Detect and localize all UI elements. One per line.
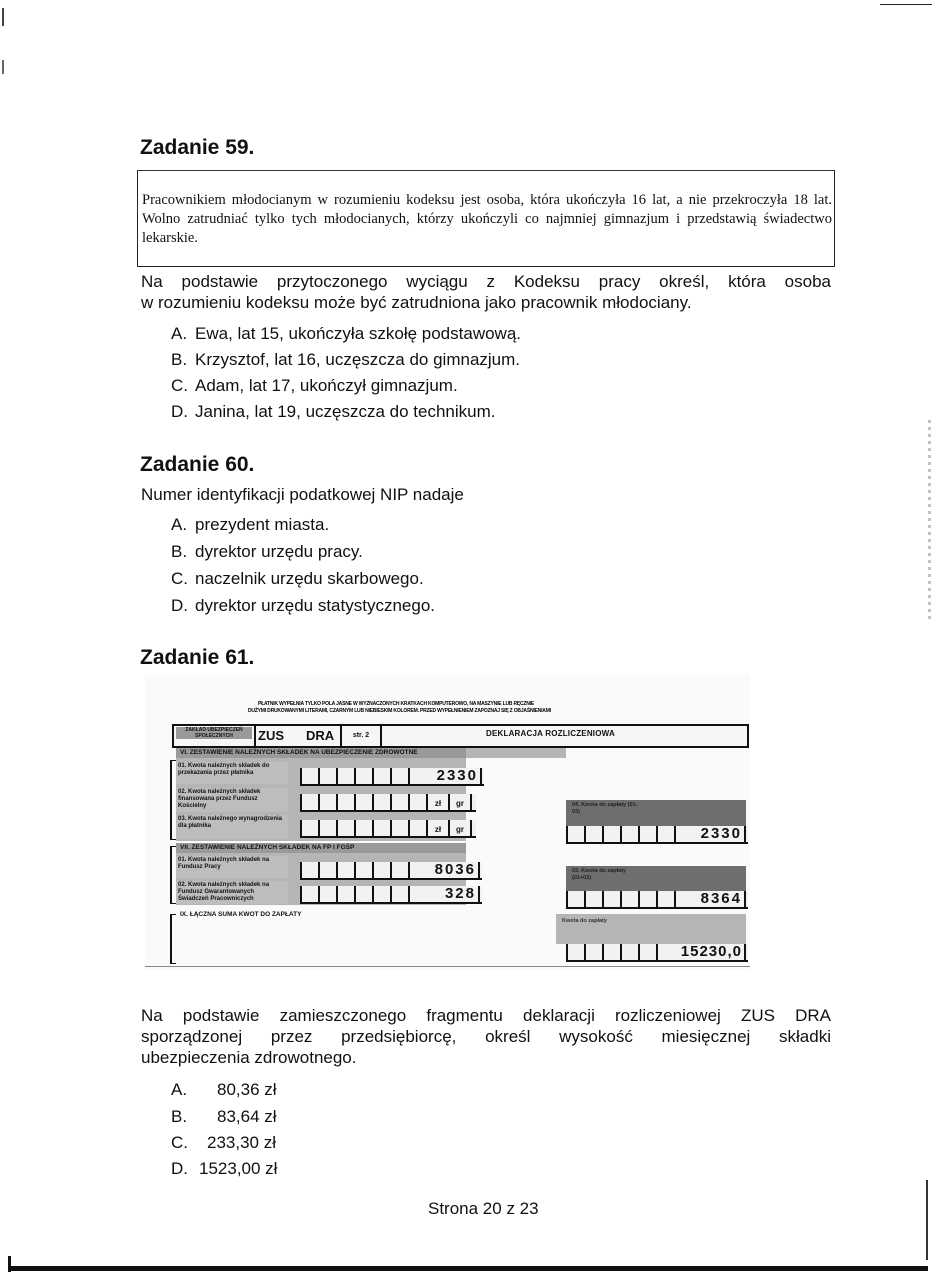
- scan-artifact-right-edge: [926, 1180, 928, 1260]
- task-61-option-a: [171, 1080, 277, 1100]
- option-text: Adam, lat 17, ukończył gimnazjum.: [195, 376, 458, 395]
- option-text: prezydent miasta.: [195, 515, 330, 534]
- option-text: dyrektor urzędu statystycznego.: [195, 596, 436, 615]
- form-header-page: str. 2: [340, 726, 382, 746]
- form-digit-field-vi-01: [300, 768, 484, 786]
- digit-cell: [744, 944, 748, 960]
- digit-cell: [602, 826, 620, 842]
- digit-value: 8036: [408, 862, 478, 878]
- zl-gr-cell: [426, 820, 448, 836]
- digit-cell: [566, 826, 584, 842]
- digit-cell: [566, 891, 584, 907]
- option-text: naczelnik urzędu skarbowego.: [195, 569, 424, 588]
- digit-cell: [300, 862, 318, 878]
- option-text: 233,30 zł: [207, 1133, 276, 1152]
- scan-artifact-left-mark: [2, 8, 4, 26]
- digit-cell: [318, 886, 336, 902]
- digit-cell: [390, 820, 408, 836]
- task-61-option-c: [171, 1133, 276, 1153]
- task-61-option-b: [171, 1107, 277, 1127]
- task-61-question-line: ubezpieczenia zdrowotnego.: [141, 1048, 357, 1067]
- digit-cell: [300, 768, 318, 784]
- form-sum-field-vii: [566, 891, 748, 909]
- form-header-title: DEKLARACJA ROZLICZENIOWA: [486, 729, 615, 738]
- task-59-question-line: w rozumieniu kodeksu może być zatrudniona jako pracownik młodociany.: [141, 293, 692, 312]
- form-sum-field-ix: [566, 944, 748, 962]
- form-bottom-rule: [145, 966, 750, 967]
- digit-cell: [336, 820, 354, 836]
- task-60-option-a: [171, 515, 329, 535]
- digit-value: 15230,0: [656, 944, 744, 960]
- digit-cell: [656, 826, 674, 842]
- digit-cell: [354, 886, 372, 902]
- form-digit-field-vii-01: [300, 862, 482, 880]
- task-59-option-b: [171, 350, 520, 370]
- digit-cell: [584, 891, 602, 907]
- task-61-heading: Zadanie 61.: [140, 646, 255, 669]
- digit-cell: [354, 862, 372, 878]
- form-header-zus: ZUS: [258, 728, 284, 743]
- digit-cell: [470, 794, 476, 810]
- digit-cell: [566, 944, 584, 960]
- digit-cell: [620, 944, 638, 960]
- form-section-vii: VII. ZESTAWIENIE NALEŻNYCH SKŁADEK NA FP I FGŚP: [176, 843, 466, 853]
- option-letter: D.: [171, 596, 188, 615]
- option-text: 83,64 zł: [217, 1107, 277, 1126]
- digit-cell: [336, 862, 354, 878]
- digit-cell: [318, 794, 336, 810]
- form-sum-label: Kwota do zapłaty: [562, 918, 607, 924]
- form-row-label: 01. Kwota należnych składek na Fundusz Pracy: [176, 856, 288, 878]
- digit-cell: [744, 891, 748, 907]
- option-text: 1523,00 zł: [199, 1159, 278, 1178]
- scan-artifact-top-rule: [880, 4, 932, 5]
- option-text: dyrektor urzędu pracy.: [195, 542, 363, 561]
- zl-gr-cell: [426, 794, 448, 810]
- digit-cell: [602, 891, 620, 907]
- option-letter: D.: [171, 1159, 188, 1178]
- digit-cell: [638, 891, 656, 907]
- digit-cell: [390, 886, 408, 902]
- zl-label: zł: [434, 825, 442, 834]
- digit-cell: [336, 794, 354, 810]
- option-letter: A.: [171, 324, 188, 343]
- digit-cell: [336, 768, 354, 784]
- option-letter: C.: [171, 376, 188, 395]
- form-digit-field-vi-03: [300, 820, 476, 838]
- zl-gr-cell: [448, 820, 470, 836]
- option-letter: B.: [171, 350, 188, 369]
- form-sum-field-vi: [566, 826, 748, 844]
- task-60-question: Numer identyfikacji podatkowej NIP nadaje: [141, 485, 464, 504]
- option-text: 80,36 zł: [217, 1080, 277, 1099]
- task-60-option-b: [171, 542, 363, 562]
- option-letter: D.: [171, 402, 188, 421]
- option-letter: A.: [171, 515, 188, 534]
- form-header-zus-small: ZAKŁAD UBEZPIECZEŃ SPOŁECZNYCH: [176, 727, 252, 739]
- option-text: Ewa, lat 15, ukończyła szkołę podstawową.: [195, 324, 522, 343]
- zl-label: zł: [434, 799, 442, 808]
- digit-cell: [372, 794, 390, 810]
- digit-cell: [620, 891, 638, 907]
- option-letter: C.: [171, 1133, 188, 1152]
- option-letter: B.: [171, 1107, 188, 1126]
- page-number: Strona 20 z 23: [428, 1199, 539, 1218]
- digit-cell: [336, 886, 354, 902]
- digit-cell: [372, 862, 390, 878]
- task-59-question-line: Na podstawie przytoczonego wyciągu z Kodeksu pracy określ, która osoba: [141, 272, 831, 291]
- task-59-heading: Zadanie 59.: [140, 136, 255, 159]
- form-header-dra: DRA: [306, 728, 335, 743]
- digit-cell: [354, 794, 372, 810]
- digit-cell: [318, 820, 336, 836]
- digit-cell: [300, 820, 318, 836]
- digit-cell: [602, 944, 620, 960]
- task-60-heading: Zadanie 60.: [140, 453, 255, 476]
- digit-cell: [744, 826, 748, 842]
- digit-cell: [390, 794, 408, 810]
- digit-value: 2330: [408, 768, 480, 784]
- form-row-label: 01. Kwota należnych składek do przekazania przez płatnika: [176, 762, 288, 784]
- task-59-option-a: [171, 324, 521, 344]
- form-bracket: [170, 914, 176, 964]
- digit-cell: [656, 891, 674, 907]
- task-59-quote-text: Pracownikiem młodocianym w rozumieniu kodeksu jest osoba, która ukończyła 16 lat, a nie przekroczyła 18 lat. Wolno zatrudniać tylko tych młodocianych, którzy ukończyli co najmniej gimnazjum i przedstawią świadectwo lekarskie.: [142, 192, 832, 246]
- option-letter: A.: [171, 1080, 188, 1099]
- digit-cell: [354, 768, 372, 784]
- digit-cell: [638, 826, 656, 842]
- digit-cell: [372, 886, 390, 902]
- scan-artifact-bottom-rule: [8, 1266, 928, 1271]
- digit-cell: [390, 862, 408, 878]
- option-letter: B.: [171, 542, 188, 561]
- option-text: Krzysztof, lat 16, uczęszcza do gimnazjum.: [195, 350, 521, 369]
- digit-cell: [584, 826, 602, 842]
- digit-cell: [300, 794, 318, 810]
- digit-cell: [300, 886, 318, 902]
- digit-value: 8364: [674, 891, 744, 907]
- form-sum-label: 04. Kwota do zapłaty (01-03): [572, 802, 638, 815]
- form-note-line: PŁATNIK WYPEŁNIA TYLKO POLA JASNE W WYZNACZONYCH KRATKACH KOMPUTEROWO, NA MASZYNIE LUB RĘCZNIE: [258, 701, 535, 707]
- digit-cell: [372, 768, 390, 784]
- digit-cell: [390, 768, 408, 784]
- form-row-label: 02. Kwota należnych składek na Fundusz Gwarantowanych Świadczeń Pracowniczych: [176, 881, 288, 904]
- zl-gr-cell: [448, 794, 470, 810]
- task-59-option-d: [171, 402, 496, 422]
- form-digit-field-vii-02: [300, 886, 482, 904]
- option-text: Janina, lat 19, uczęszcza do technikum.: [195, 402, 496, 421]
- digit-cell: [318, 862, 336, 878]
- task-61-question-line: Na podstawie zamieszczonego fragmentu deklaracji rozliczeniowej ZUS DRA: [141, 1006, 831, 1025]
- digit-cell: [620, 826, 638, 842]
- digit-value: 2330: [674, 826, 744, 842]
- task-61-option-d: [171, 1159, 277, 1179]
- digit-cell: [584, 944, 602, 960]
- form-digit-field-vi-02: [300, 794, 476, 812]
- form-row-label: 02. Kwota należnych składek finansowana przez Fundusz Kościelny: [176, 788, 288, 812]
- scan-artifact-right-edge: [928, 420, 931, 620]
- task-59-option-c: [171, 376, 458, 396]
- form-shade: [466, 748, 566, 758]
- digit-cell: [480, 768, 484, 784]
- digit-cell: [354, 820, 372, 836]
- digit-cell: [638, 944, 656, 960]
- form-header-divider: [254, 726, 256, 746]
- digit-cell: [408, 794, 426, 810]
- task-60-option-d: [171, 596, 435, 616]
- digit-cell: [478, 886, 482, 902]
- option-letter: C.: [171, 569, 188, 588]
- digit-cell: [372, 820, 390, 836]
- digit-cell: [408, 820, 426, 836]
- task-61-question-line: sporządzonej przez przedsiębiorcę, określ wysokość miesięcznej składki: [141, 1027, 831, 1046]
- form-row-label: 03. Kwota należnego wynagrodzenia dla płatnika: [176, 815, 288, 839]
- digit-value: 328: [408, 886, 478, 902]
- gr-label: gr: [456, 825, 464, 834]
- form-sum-label: 03. Kwota do zapłaty (01+02): [572, 868, 627, 881]
- digit-cell: [478, 862, 482, 878]
- form-section-ix: IX. ŁĄCZNA SUMA KWOT DO ZAPŁATY: [176, 910, 376, 920]
- form-section-vi: VI. ZESTAWIENIE NALEŻNYCH SKŁADEK NA UBEZPIECZENIE ZDROWOTNE: [176, 748, 466, 758]
- form-note-line: DUŻYMI DRUKOWANYMI LITERAMI, CZARNYM LUB NIEBIESKIM KOLOREM. PRZED WYPEŁNIENIEM ZAPOZNAJ SIĘ Z OBJAŚNIENIAMI: [248, 708, 551, 714]
- digit-cell: [318, 768, 336, 784]
- digit-cell: [470, 820, 476, 836]
- scan-artifact-left-mark: [2, 60, 4, 74]
- gr-label: gr: [456, 799, 464, 808]
- task-60-option-c: [171, 569, 424, 589]
